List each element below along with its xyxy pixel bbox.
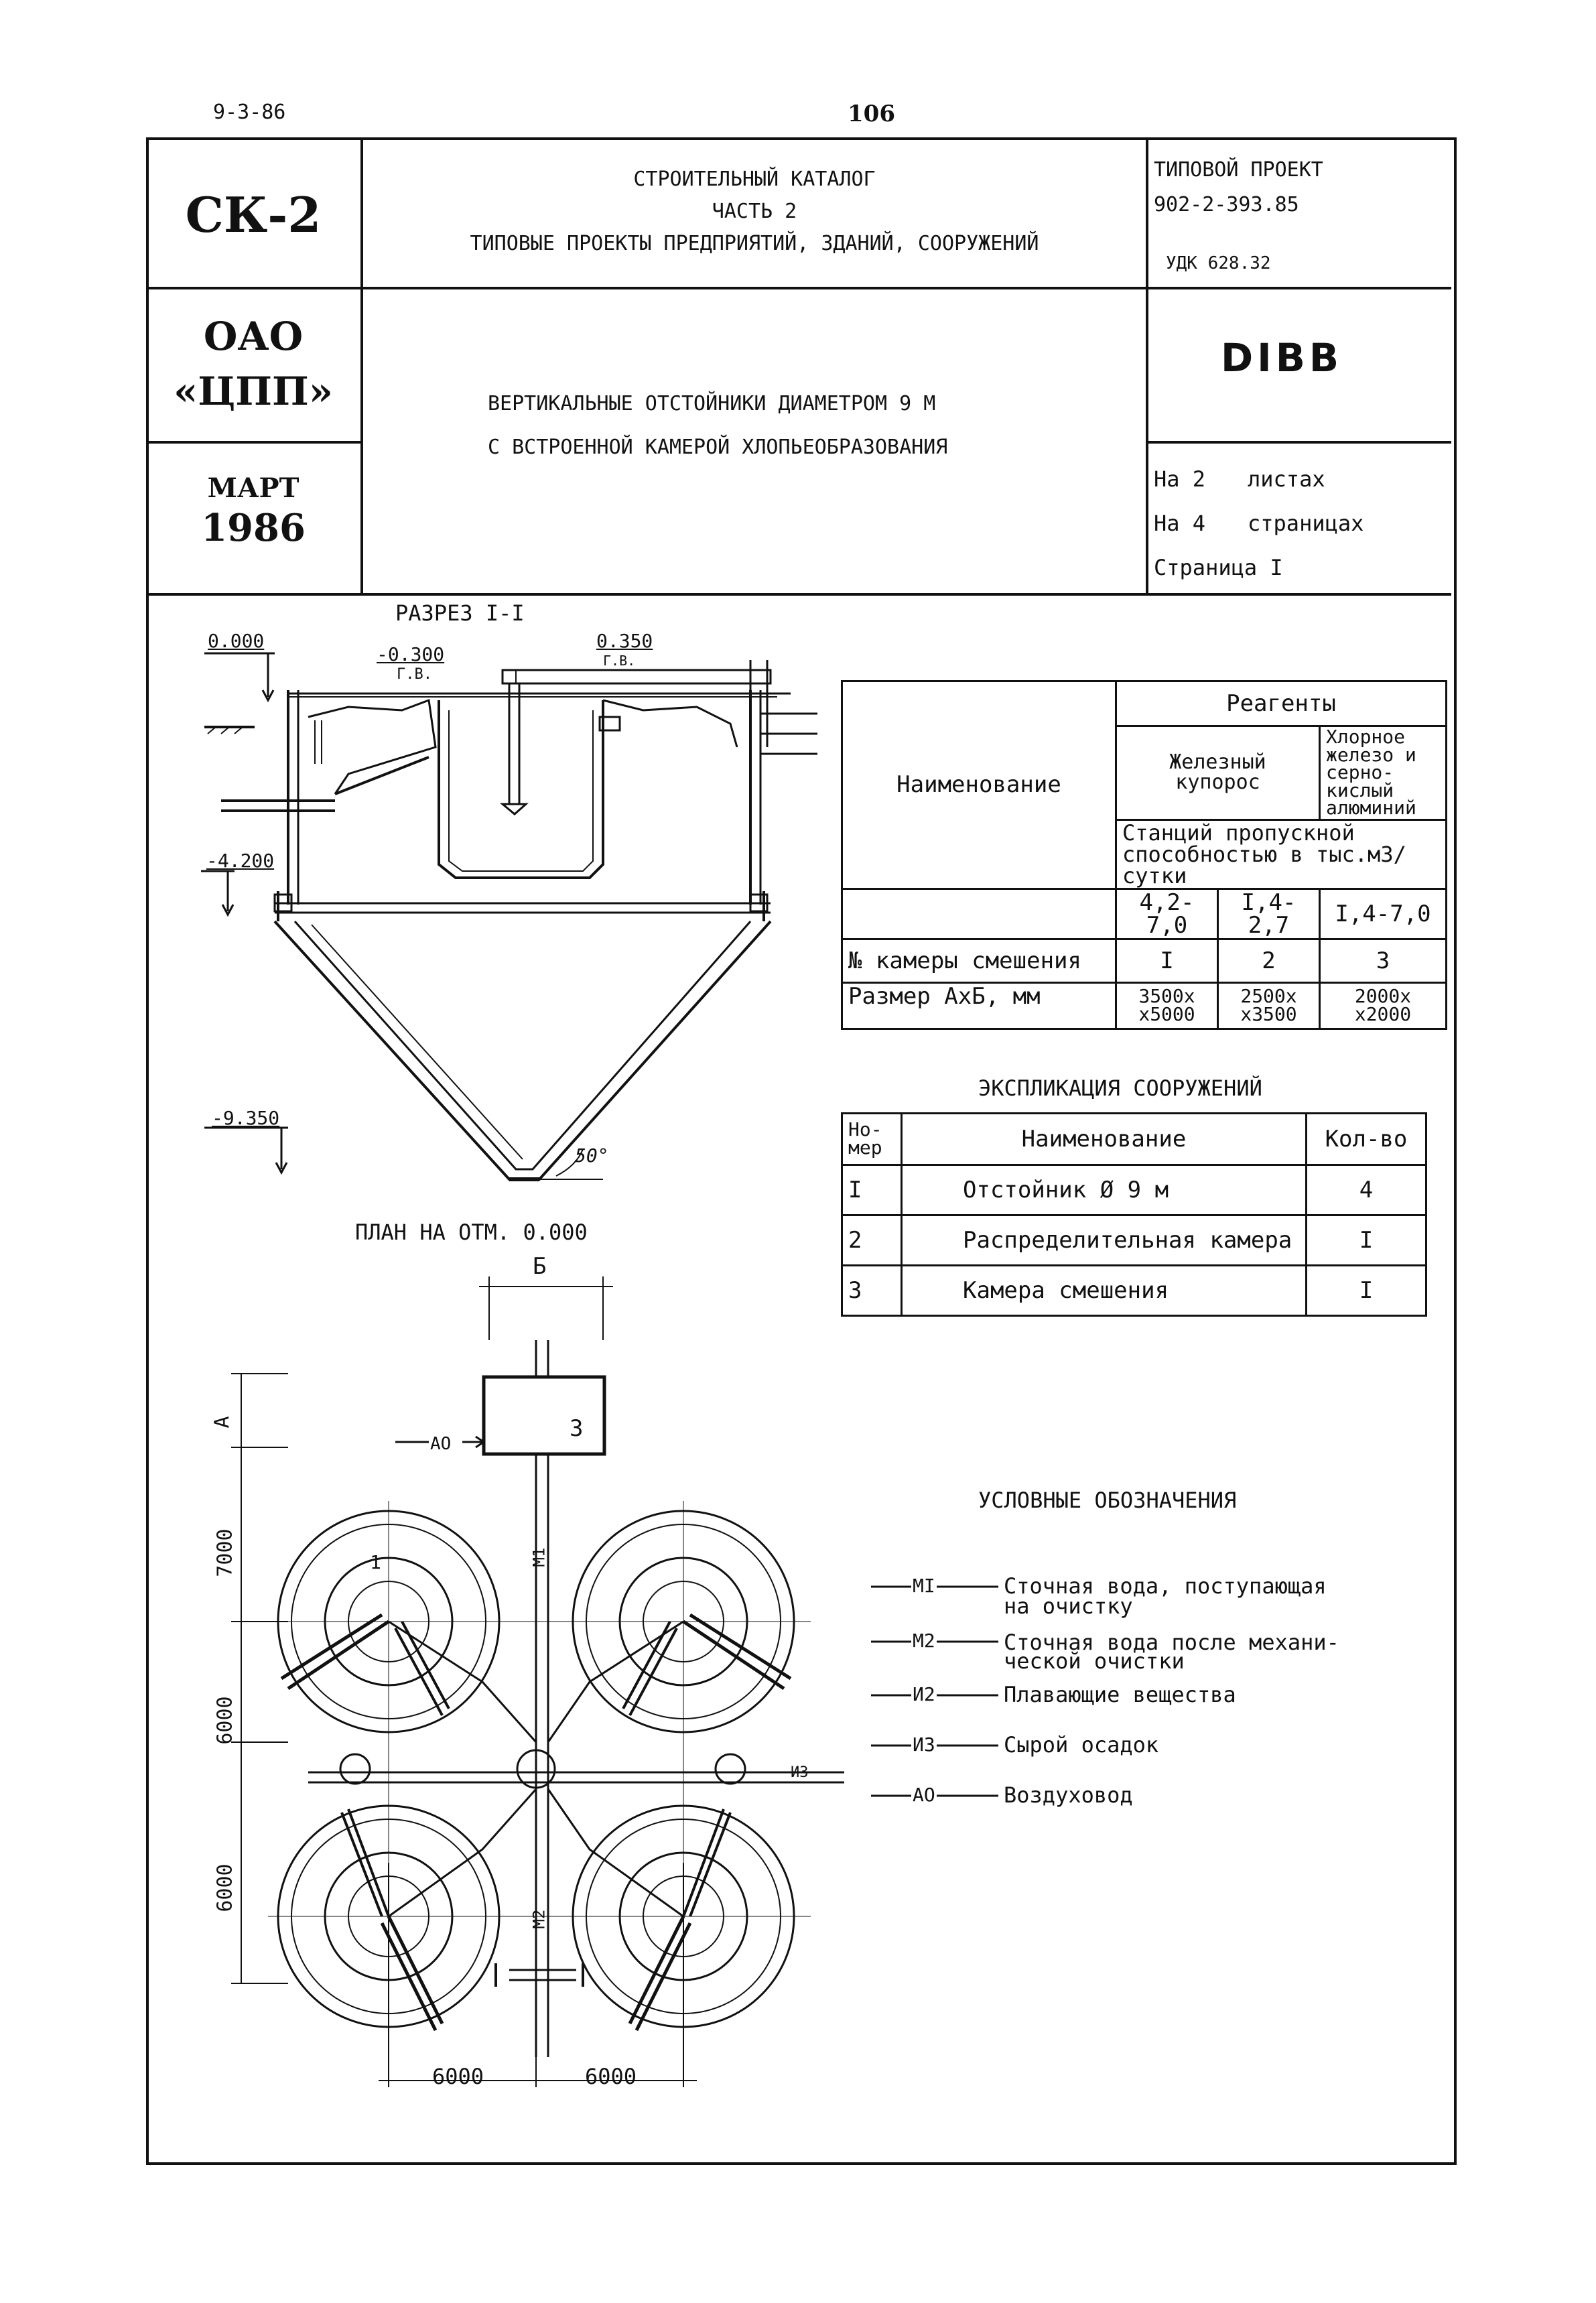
catalog-line1: СТРОИТЕЛЬНЫЙ КАТАЛОГ bbox=[633, 168, 876, 191]
size-value-2: 2500х х3500 bbox=[1218, 982, 1320, 1029]
legend-title: УСЛОВНЫЕ ОБОЗНАЧЕНИЯ bbox=[978, 1488, 1237, 1513]
ao-label: АО bbox=[430, 1434, 452, 1454]
elev-0350: 0.350 bbox=[596, 630, 653, 652]
series-code: СК-2 bbox=[185, 186, 322, 243]
pages-num: На 4 bbox=[1154, 511, 1206, 536]
legend-text-2b: ческой очистки bbox=[1004, 1648, 1185, 1674]
project-number: 902-2-393.85 bbox=[1154, 193, 1299, 216]
expl-head-num: Но- мер bbox=[842, 1114, 902, 1165]
capacity-label: Станций пропускной способностью в тыс.м3/сутки bbox=[1116, 819, 1447, 889]
expl-row-1-qty: 4 bbox=[1307, 1165, 1426, 1215]
catalog-line3: ТИПОВЫЕ ПРОЕКТЫ ПРЕДПРИЯТИЙ, ЗДАНИЙ, СООРУЖЕНИЙ bbox=[470, 232, 1039, 255]
capacity-value-1: 4,2-7,0 bbox=[1116, 889, 1218, 939]
sheets-word: листах bbox=[1248, 466, 1325, 492]
expl-head-qty: Кол-во bbox=[1307, 1114, 1426, 1165]
dim-6000-b: 6000 bbox=[213, 1863, 237, 1912]
m2-label: М2 bbox=[529, 1909, 549, 1929]
legend-text-5: Воздуховод bbox=[1004, 1782, 1133, 1808]
size-label: Размер АхБ, мм bbox=[842, 982, 1116, 1029]
chamber-label: № камеры смешения bbox=[842, 939, 1116, 982]
dim-6000-a: 6000 bbox=[213, 1696, 237, 1745]
legend-text-4: Сырой осадок bbox=[1004, 1732, 1159, 1758]
legend-text-1a: Сточная вода, поступающая bbox=[1004, 1573, 1327, 1599]
gv-label-2: Г.В. bbox=[603, 653, 636, 669]
expl-head-name: Наименование bbox=[902, 1114, 1307, 1165]
i3-label: И3 bbox=[791, 1764, 809, 1781]
legend-text-2a: Сточная вода после механи- bbox=[1004, 1630, 1339, 1655]
elev-0000: 0.000 bbox=[208, 630, 265, 652]
reagent-header-name: Наименование bbox=[842, 681, 1116, 889]
reagent-col2: Хлорное железо и серно-кислый алюминий bbox=[1320, 726, 1447, 820]
expl-row-2-name: Распределительная камера bbox=[902, 1215, 1307, 1266]
dim-a: А bbox=[210, 1416, 235, 1429]
expl-row-3-num: 3 bbox=[842, 1266, 902, 1316]
expl-row-3-name: Камера смешения bbox=[902, 1266, 1307, 1316]
capacity-value-2: I,4-2,7 bbox=[1218, 889, 1320, 939]
cone-angle: 50° bbox=[575, 1144, 609, 1167]
size-value-1: 3500х х5000 bbox=[1116, 982, 1218, 1029]
dim-bottom-2: 6000 bbox=[585, 2064, 637, 2089]
project-label: ТИПОВОЙ ПРОЕКТ bbox=[1154, 158, 1323, 182]
legend-text-1b: на очистку bbox=[1004, 1593, 1133, 1619]
legend-text-3: Плавающие вещества bbox=[1004, 1682, 1236, 1707]
dim-7000: 7000 bbox=[213, 1528, 237, 1577]
legend-code-1: МI bbox=[913, 1575, 935, 1597]
expl-row-2-qty: I bbox=[1307, 1215, 1426, 1266]
capacity-value-3: I,4-7,0 bbox=[1320, 889, 1447, 939]
chamber-value-3: 3 bbox=[1320, 939, 1447, 982]
size-value-3: 2000х х2000 bbox=[1320, 982, 1447, 1029]
udk-code: УДК 628.32 bbox=[1166, 253, 1271, 273]
org-line2: «ЦПП» bbox=[173, 369, 334, 414]
page-number: 106 bbox=[848, 101, 895, 127]
catalog-line2: ЧАСТЬ 2 bbox=[712, 200, 797, 223]
chamber-value-2: 2 bbox=[1218, 939, 1320, 982]
month: МАРТ bbox=[207, 472, 300, 504]
plan-title: ПЛАН НА ОТМ. 0.000 bbox=[355, 1220, 588, 1245]
reagent-header: Реагенты bbox=[1116, 681, 1447, 726]
legend-code-3: И2 bbox=[913, 1683, 935, 1705]
dim-b: Б bbox=[533, 1253, 547, 1280]
legend-code-5: АО bbox=[913, 1784, 935, 1806]
dim-bottom-1: 6000 bbox=[432, 2064, 484, 2089]
reagent-col1: Железный купорос bbox=[1116, 726, 1320, 820]
section-title: РАЗРЕЗ I-I bbox=[395, 600, 525, 626]
expl-row-3-qty: I bbox=[1307, 1266, 1426, 1316]
m1-label: М1 bbox=[529, 1547, 549, 1567]
sheets-num: На 2 bbox=[1154, 466, 1206, 492]
pages-word: страницах bbox=[1248, 511, 1364, 536]
gv-label-1: Г.В. bbox=[397, 666, 432, 683]
legend-code-4: И3 bbox=[913, 1733, 935, 1756]
year: 1986 bbox=[201, 506, 306, 550]
elev-4200: -4.200 bbox=[206, 850, 275, 872]
print-date: 9-3-86 bbox=[213, 101, 286, 124]
elev-0300: -0.300 bbox=[377, 643, 445, 665]
expl-row-1-num: I bbox=[842, 1165, 902, 1215]
explication-title: ЭКСПЛИКАЦИЯ СООРУЖЕНИЙ bbox=[978, 1075, 1262, 1101]
chamber-value-1: I bbox=[1116, 939, 1218, 982]
elev-9350: -9.350 bbox=[212, 1107, 280, 1129]
page-label: Страница I bbox=[1154, 555, 1283, 580]
expl-row-2-num: 2 bbox=[842, 1215, 902, 1266]
expl-row-1-name: Отстойник Ø 9 м bbox=[902, 1165, 1307, 1215]
legend-code-2: М2 bbox=[913, 1630, 935, 1652]
settler-label: 1 bbox=[370, 1551, 381, 1573]
mixing-chamber-label: 3 bbox=[570, 1415, 584, 1442]
org-line1: ОАО bbox=[203, 314, 304, 359]
document-code: DIBB bbox=[1221, 335, 1343, 381]
title-line2: С ВСТРОЕННОЙ КАМЕРОЙ ХЛОПЬЕОБРАЗОВАНИЯ bbox=[488, 436, 948, 459]
title-line1: ВЕРТИКАЛЬНЫЕ ОТСТОЙНИКИ ДИАМЕТРОМ 9 М bbox=[488, 392, 936, 415]
